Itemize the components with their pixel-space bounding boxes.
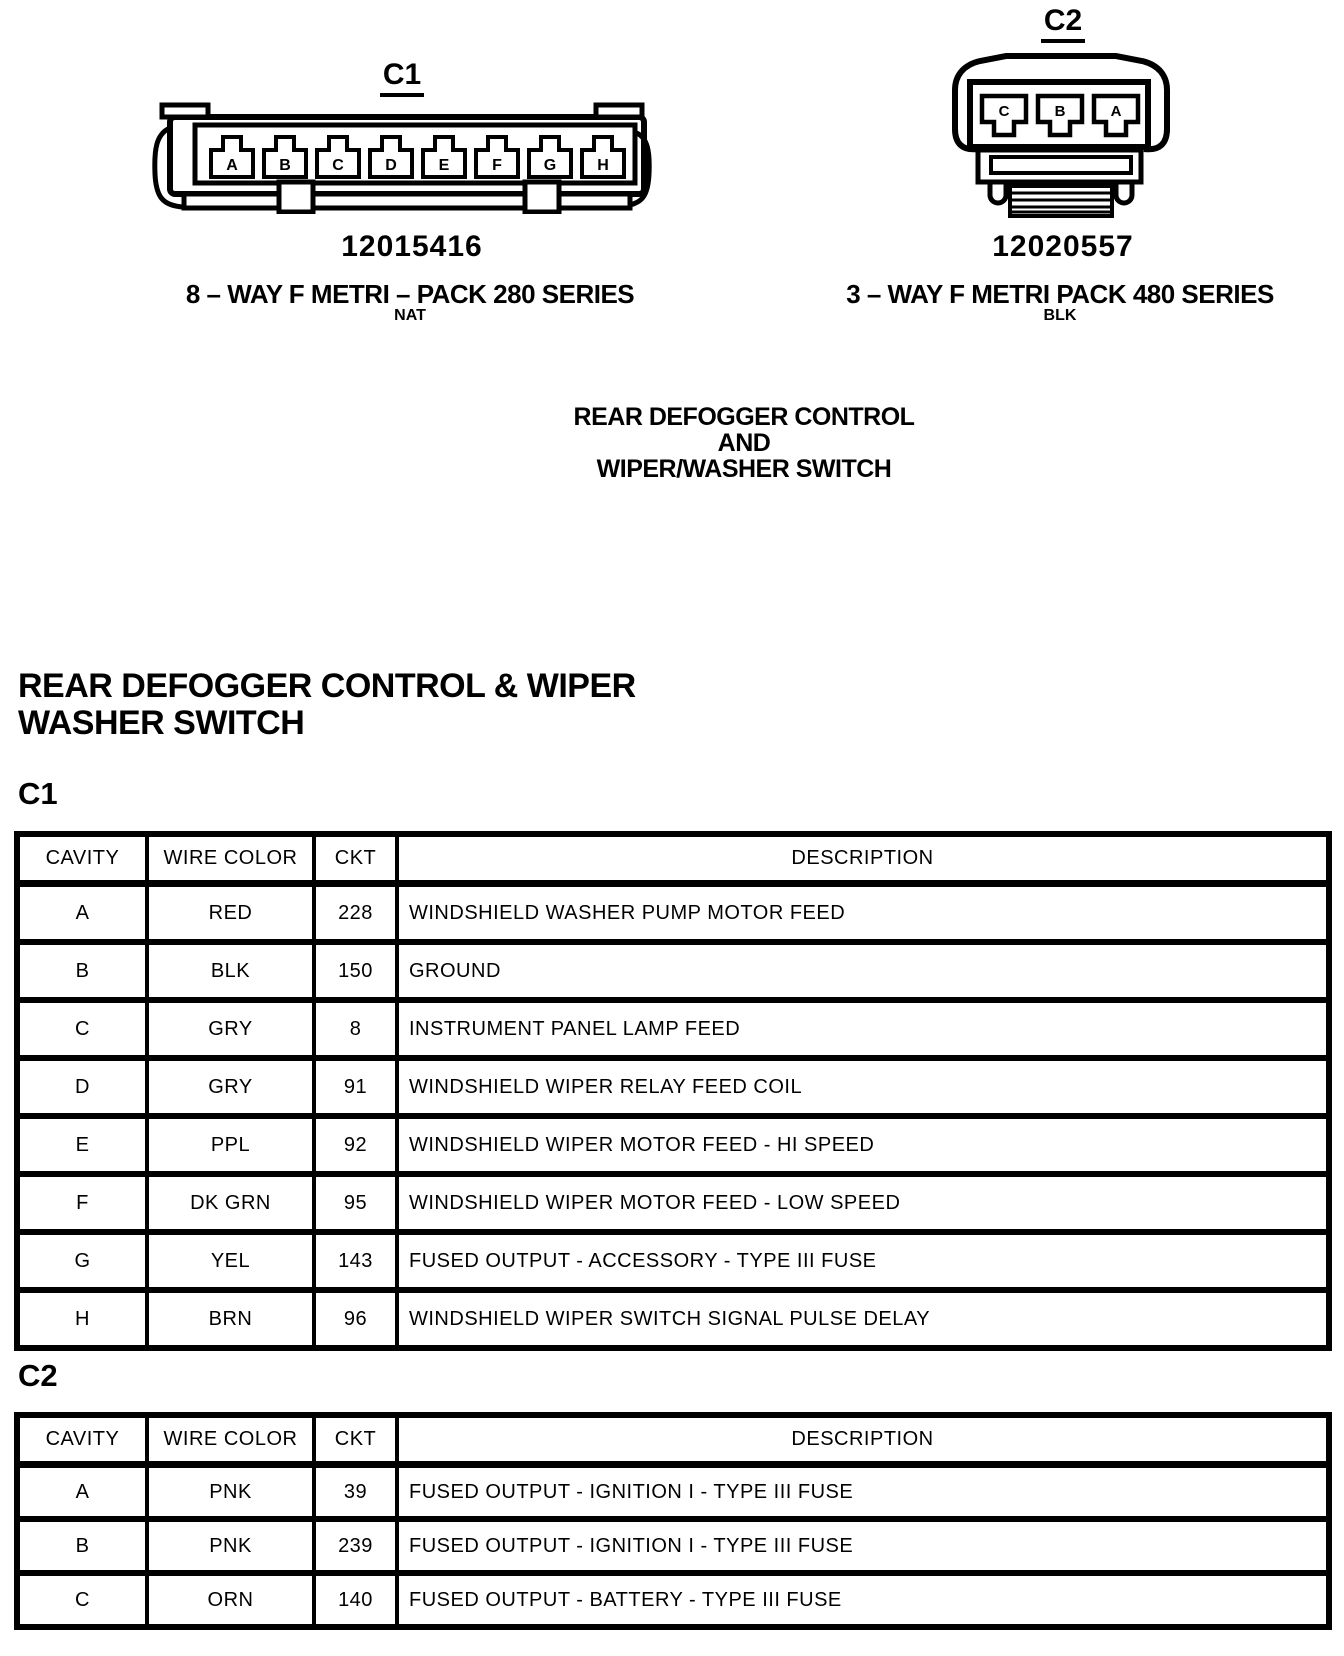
table-row bbox=[17, 1573, 1329, 1627]
cavity-cell: C bbox=[17, 1000, 147, 1058]
c2-connector-slot-housing bbox=[978, 150, 1141, 182]
c1-connector-left-ear bbox=[162, 105, 208, 117]
table-row bbox=[17, 942, 1329, 1000]
description-cell: WINDSHIELD WIPER MOTOR FEED - HI SPEED bbox=[397, 1116, 1329, 1174]
column-header-ckt: CKT bbox=[314, 834, 397, 884]
ckt-cell: 91 bbox=[314, 1058, 397, 1116]
wire-color-cell: YEL bbox=[147, 1232, 314, 1290]
pin-label: G bbox=[543, 157, 557, 174]
cavity-cell: C bbox=[17, 1573, 147, 1627]
ckt-cell: 95 bbox=[314, 1174, 397, 1232]
ckt-cell: 150 bbox=[314, 942, 397, 1000]
description-cell: WINDSHIELD WIPER MOTOR FEED - LOW SPEED bbox=[397, 1174, 1329, 1232]
table-row bbox=[17, 1116, 1329, 1174]
description-cell: INSTRUMENT PANEL LAMP FEED bbox=[397, 1000, 1329, 1058]
table-row bbox=[17, 1000, 1329, 1058]
table-row bbox=[17, 1290, 1329, 1348]
ckt-cell: 143 bbox=[314, 1232, 397, 1290]
cavity-cell: B bbox=[17, 942, 147, 1000]
wire-color-cell: GRY bbox=[147, 1058, 314, 1116]
cavity-cell: E bbox=[17, 1116, 147, 1174]
c1-diagram-title-text: C1 bbox=[380, 58, 424, 97]
wire-color-cell: DK GRN bbox=[147, 1174, 314, 1232]
c1-material-code: NAT bbox=[394, 307, 426, 324]
c1-series-name: 8 – WAY F METRI – PACK 280 SERIES bbox=[185, 279, 635, 309]
page-title-line1: REAR DEFOGGER CONTROL & WIPER bbox=[18, 667, 636, 705]
c2-diagram-title-text: C2 bbox=[1041, 4, 1085, 43]
c1-table-label: C1 bbox=[18, 776, 58, 811]
table-row bbox=[17, 1174, 1329, 1232]
column-header-description: DESCRIPTION bbox=[397, 1415, 1329, 1465]
c2-diagram-title bbox=[1013, 4, 1113, 43]
cavity-cell: A bbox=[17, 1465, 147, 1520]
table-header-row bbox=[17, 1415, 1329, 1465]
description-cell: FUSED OUTPUT - IGNITION I - TYPE III FUSE bbox=[397, 1465, 1329, 1520]
column-header-cavity: CAVITY bbox=[17, 1415, 147, 1465]
connector-caption-line3: WIPER/WASHER SWITCH bbox=[596, 455, 892, 483]
cavity-cell: A bbox=[17, 884, 147, 943]
wire-color-cell: BLK bbox=[147, 942, 314, 1000]
c1-connector-lock-tab bbox=[279, 182, 313, 212]
table-row bbox=[17, 1232, 1329, 1290]
description-cell: FUSED OUTPUT - ACCESSORY - TYPE III FUSE bbox=[397, 1232, 1329, 1290]
wire-color-cell: PPL bbox=[147, 1116, 314, 1174]
c1-connector-diagram bbox=[148, 92, 656, 214]
c1-pinout-table bbox=[14, 831, 1332, 1351]
table-row bbox=[17, 1519, 1329, 1573]
cavity-cell: B bbox=[17, 1519, 147, 1573]
table-row bbox=[17, 1465, 1329, 1520]
description-cell: GROUND bbox=[397, 942, 1329, 1000]
column-header-ckt: CKT bbox=[314, 1415, 397, 1465]
ckt-cell: 39 bbox=[314, 1465, 397, 1520]
cavity-cell: H bbox=[17, 1290, 147, 1348]
c2-connector-right-foot bbox=[1116, 182, 1132, 203]
cavity-cell: F bbox=[17, 1174, 147, 1232]
pin-label: D bbox=[385, 157, 397, 174]
description-cell: WINDSHIELD WASHER PUMP MOTOR FEED bbox=[397, 884, 1329, 943]
page-title bbox=[18, 668, 778, 742]
column-header-cavity: CAVITY bbox=[17, 834, 147, 884]
ckt-cell: 8 bbox=[314, 1000, 397, 1058]
column-header-wire-color: WIRE COLOR bbox=[147, 834, 314, 884]
ckt-cell: 96 bbox=[314, 1290, 397, 1348]
description-cell: FUSED OUTPUT - IGNITION I - TYPE III FUSE bbox=[397, 1519, 1329, 1573]
pin-label: C bbox=[332, 157, 344, 174]
wire-color-cell: GRY bbox=[147, 1000, 314, 1058]
table-row bbox=[17, 1058, 1329, 1116]
pin-label: B bbox=[1054, 103, 1066, 120]
pin-label: E bbox=[438, 157, 450, 174]
c2-pinout-table bbox=[14, 1412, 1332, 1630]
c1-connector-lock-tab bbox=[525, 182, 559, 212]
c1-connector-bottom-flange bbox=[184, 194, 630, 208]
pin-label: C bbox=[998, 103, 1010, 120]
pin-label: F bbox=[492, 157, 502, 174]
c2-connector-left-foot bbox=[990, 182, 1006, 203]
table-row bbox=[17, 884, 1329, 943]
wire-color-cell: BRN bbox=[147, 1290, 314, 1348]
pin-label: H bbox=[597, 157, 609, 174]
c2-series-name: 3 – WAY F METRI PACK 480 SERIES bbox=[846, 279, 1274, 309]
ckt-cell: 140 bbox=[314, 1573, 397, 1627]
description-cell: FUSED OUTPUT - BATTERY - TYPE III FUSE bbox=[397, 1573, 1329, 1627]
c2-part-number: 12020557 bbox=[992, 230, 1134, 263]
cavity-cell: D bbox=[17, 1058, 147, 1116]
pin-label: A bbox=[1110, 103, 1122, 120]
connector-caption-line2: AND bbox=[717, 429, 771, 457]
page-title-line2: WASHER SWITCH bbox=[18, 704, 305, 742]
wire-color-cell: RED bbox=[147, 884, 314, 943]
c1-connector-right-ear bbox=[596, 105, 642, 117]
pin-label: A bbox=[226, 157, 238, 174]
connector-caption-line1: REAR DEFOGGER CONTROL bbox=[573, 403, 915, 431]
description-cell: WINDSHIELD WIPER SWITCH SIGNAL PULSE DELAY bbox=[397, 1290, 1329, 1348]
wire-color-cell: PNK bbox=[147, 1465, 314, 1520]
pin-label: B bbox=[279, 157, 291, 174]
c2-table-label: C2 bbox=[18, 1358, 58, 1393]
wire-color-cell: ORN bbox=[147, 1573, 314, 1627]
connector-caption bbox=[494, 404, 994, 482]
column-header-description: DESCRIPTION bbox=[397, 834, 1329, 884]
c2-material-code: BLK bbox=[1043, 307, 1077, 324]
description-cell: WINDSHIELD WIPER RELAY FEED COIL bbox=[397, 1058, 1329, 1116]
cavity-cell: G bbox=[17, 1232, 147, 1290]
table-header-row bbox=[17, 834, 1329, 884]
wire-color-cell: PNK bbox=[147, 1519, 314, 1573]
c2-connector-diagram bbox=[944, 50, 1178, 222]
c1-part-number: 12015416 bbox=[341, 230, 483, 263]
column-header-wire-color: WIRE COLOR bbox=[147, 1415, 314, 1465]
ckt-cell: 239 bbox=[314, 1519, 397, 1573]
ckt-cell: 228 bbox=[314, 884, 397, 943]
ckt-cell: 92 bbox=[314, 1116, 397, 1174]
